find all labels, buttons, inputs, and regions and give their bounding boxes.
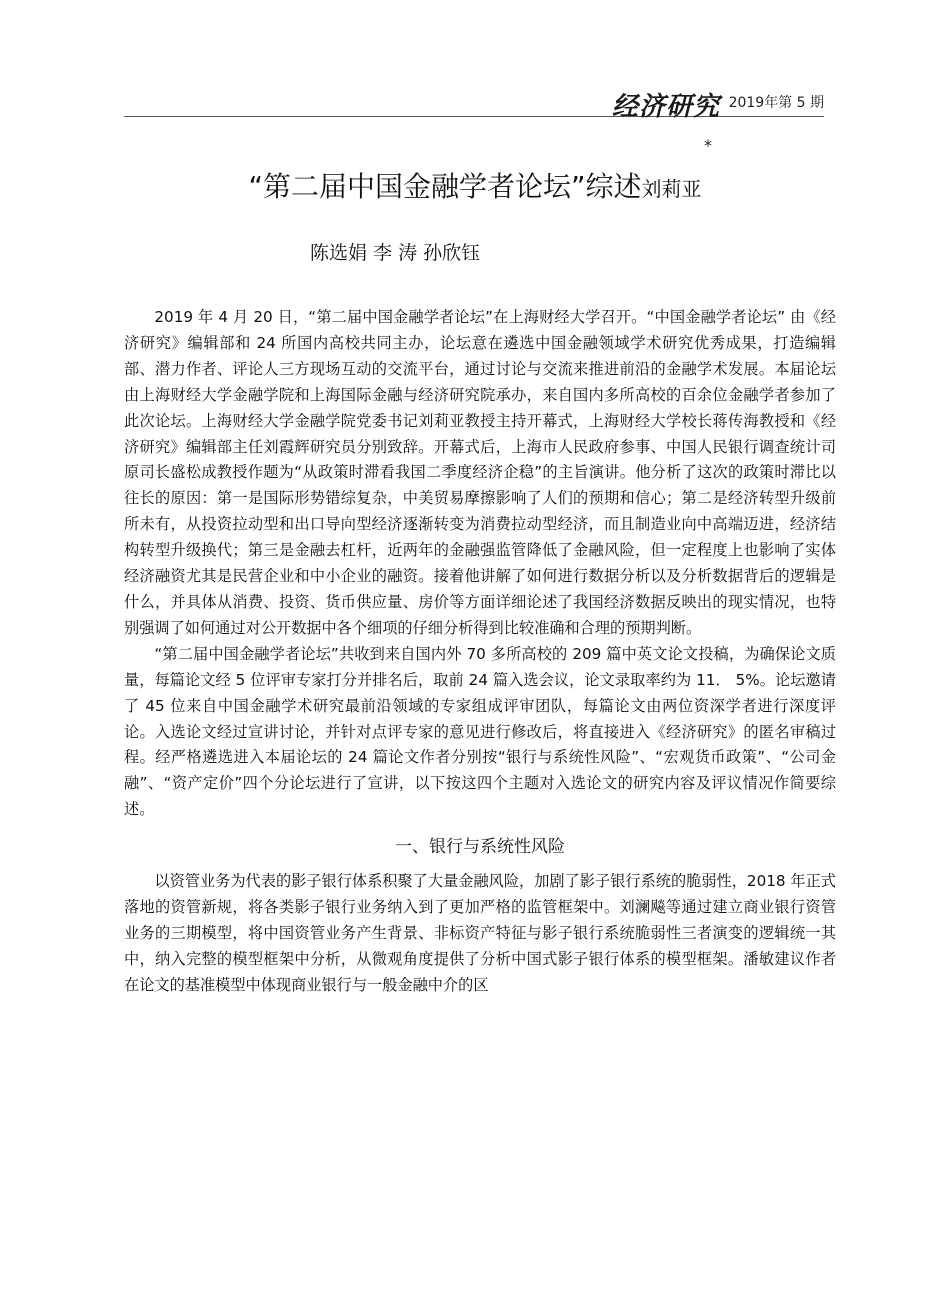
paragraph: “第二届中国金融学者论坛”共收到来自国内外 70 多所高校的 209 篇中英文论文投稿，为确保论文质量，每篇论文经 5 位评审专家打分并排名后，取前 24 篇入选会议，论文录取率约为 11． 5%。论坛邀请了 45 位来自中国金融学术研究最前沿领域的专家组成评审团队，每篇论文由两位资深学者进行深度评论。入选论文经过宣讲讨论，并针对点评专家的意见进行修改后，将直接进入《经济研究》的匿名审稿过程。经严格遴选进入本届论坛的 24 篇论文作者分别按“银行与系统性风险”、“宏观货币政策”、“公司金融”、“资产定价”四个分论坛进行了宣讲，以下按这四个主题对入选论文的研究内容及评议情况作简要综述。: [124, 644, 836, 819]
issue-label: 2019年第 5 期: [728, 95, 824, 111]
article-title-author: 刘莉亚: [641, 177, 702, 201]
article-title: [0, 165, 950, 205]
section-heading: 一、银行与系统性风险: [395, 837, 565, 858]
journal-masthead-logo: 经济研究: [611, 92, 720, 122]
paragraph: 以资管业务为代表的影子银行体系积聚了大量金融风险，加剧了影子银行系统的脆弱性，2018 年正式落地的资管新规，将各类影子银行业务纳入到了更加严格的监管框架中。刘澜飚等通过建立商业银行资管业务的三期模型，将中国资管业务产生背景、非标资产特征与影子银行系统脆弱性三者演变的逻辑统一其中，纳入完整的模型框架中分析，从微观角度提供了分析中国式影子银行体系的模型框架。潘敏建议作者在论文的基准模型中体现商业银行与一般金融中介的区: [124, 872, 836, 994]
journal-header: [124, 84, 824, 122]
article-title-main: “第二届中国金融学者论坛”综述: [248, 170, 642, 203]
article-body: [124, 305, 836, 999]
author-list: 陈选娟 李 涛 孙欣钰: [310, 242, 481, 264]
footnote-marker: *: [704, 136, 712, 155]
paragraph: 2019 年 4 月 20 日，“第二届中国金融学者论坛”在上海财经大学召开。“中国金融学者论坛” 由《经济研究》编辑部和 24 所国内高校共同主办，论坛意在遴选中国金融领域学术研究优秀成果，打造编辑部、潜力作者、评论人三方现场互动的交流平台，通过讨论与交流来推进前沿的金融学术发展。本届论坛由上海财经大学金融学院和上海国际金融与经济研究院承办，来自国内多所高校的百余位金融学者参加了此次论坛。上海财经大学金融学院党委书记刘莉亚教授主持开幕式，上海财经大学校长蒋传海教授和《经济研究》编辑部主任刘霞辉研究员分别致辞。开幕式后，上海市人民政府参事、中国人民银行调查统计司原司长盛松成教授作题为“从政策时滞看我国二季度经济企稳”的主旨演讲。他分析了这次的政策时滞比以往长的原因：第一是国际形势错综复杂，中美贸易摩擦影响了人们的预期和信心；第二是经济转型升级前所未有，从投资拉动型和出口导向型经济逐渐转变为消费拉动型经济，而且制造业向中高端迈进，经济结构转型升级换代；第三是金融去杠杆，近两年的金融强监管降低了金融风险，但一定程度上也影响了实体经济融资尤其是民营企业和中小企业的融资。接着他讲解了如何进行数据分析以及分析数据背后的逻辑是什么，并具体从消费、投资、货币供应量、房价等方面详细论述了我国经济数据反映出的现实情况，也特别强调了如何通过对公开数据中各个细项的仔细分析得到比较准确和合理的预期判断。: [124, 308, 836, 637]
